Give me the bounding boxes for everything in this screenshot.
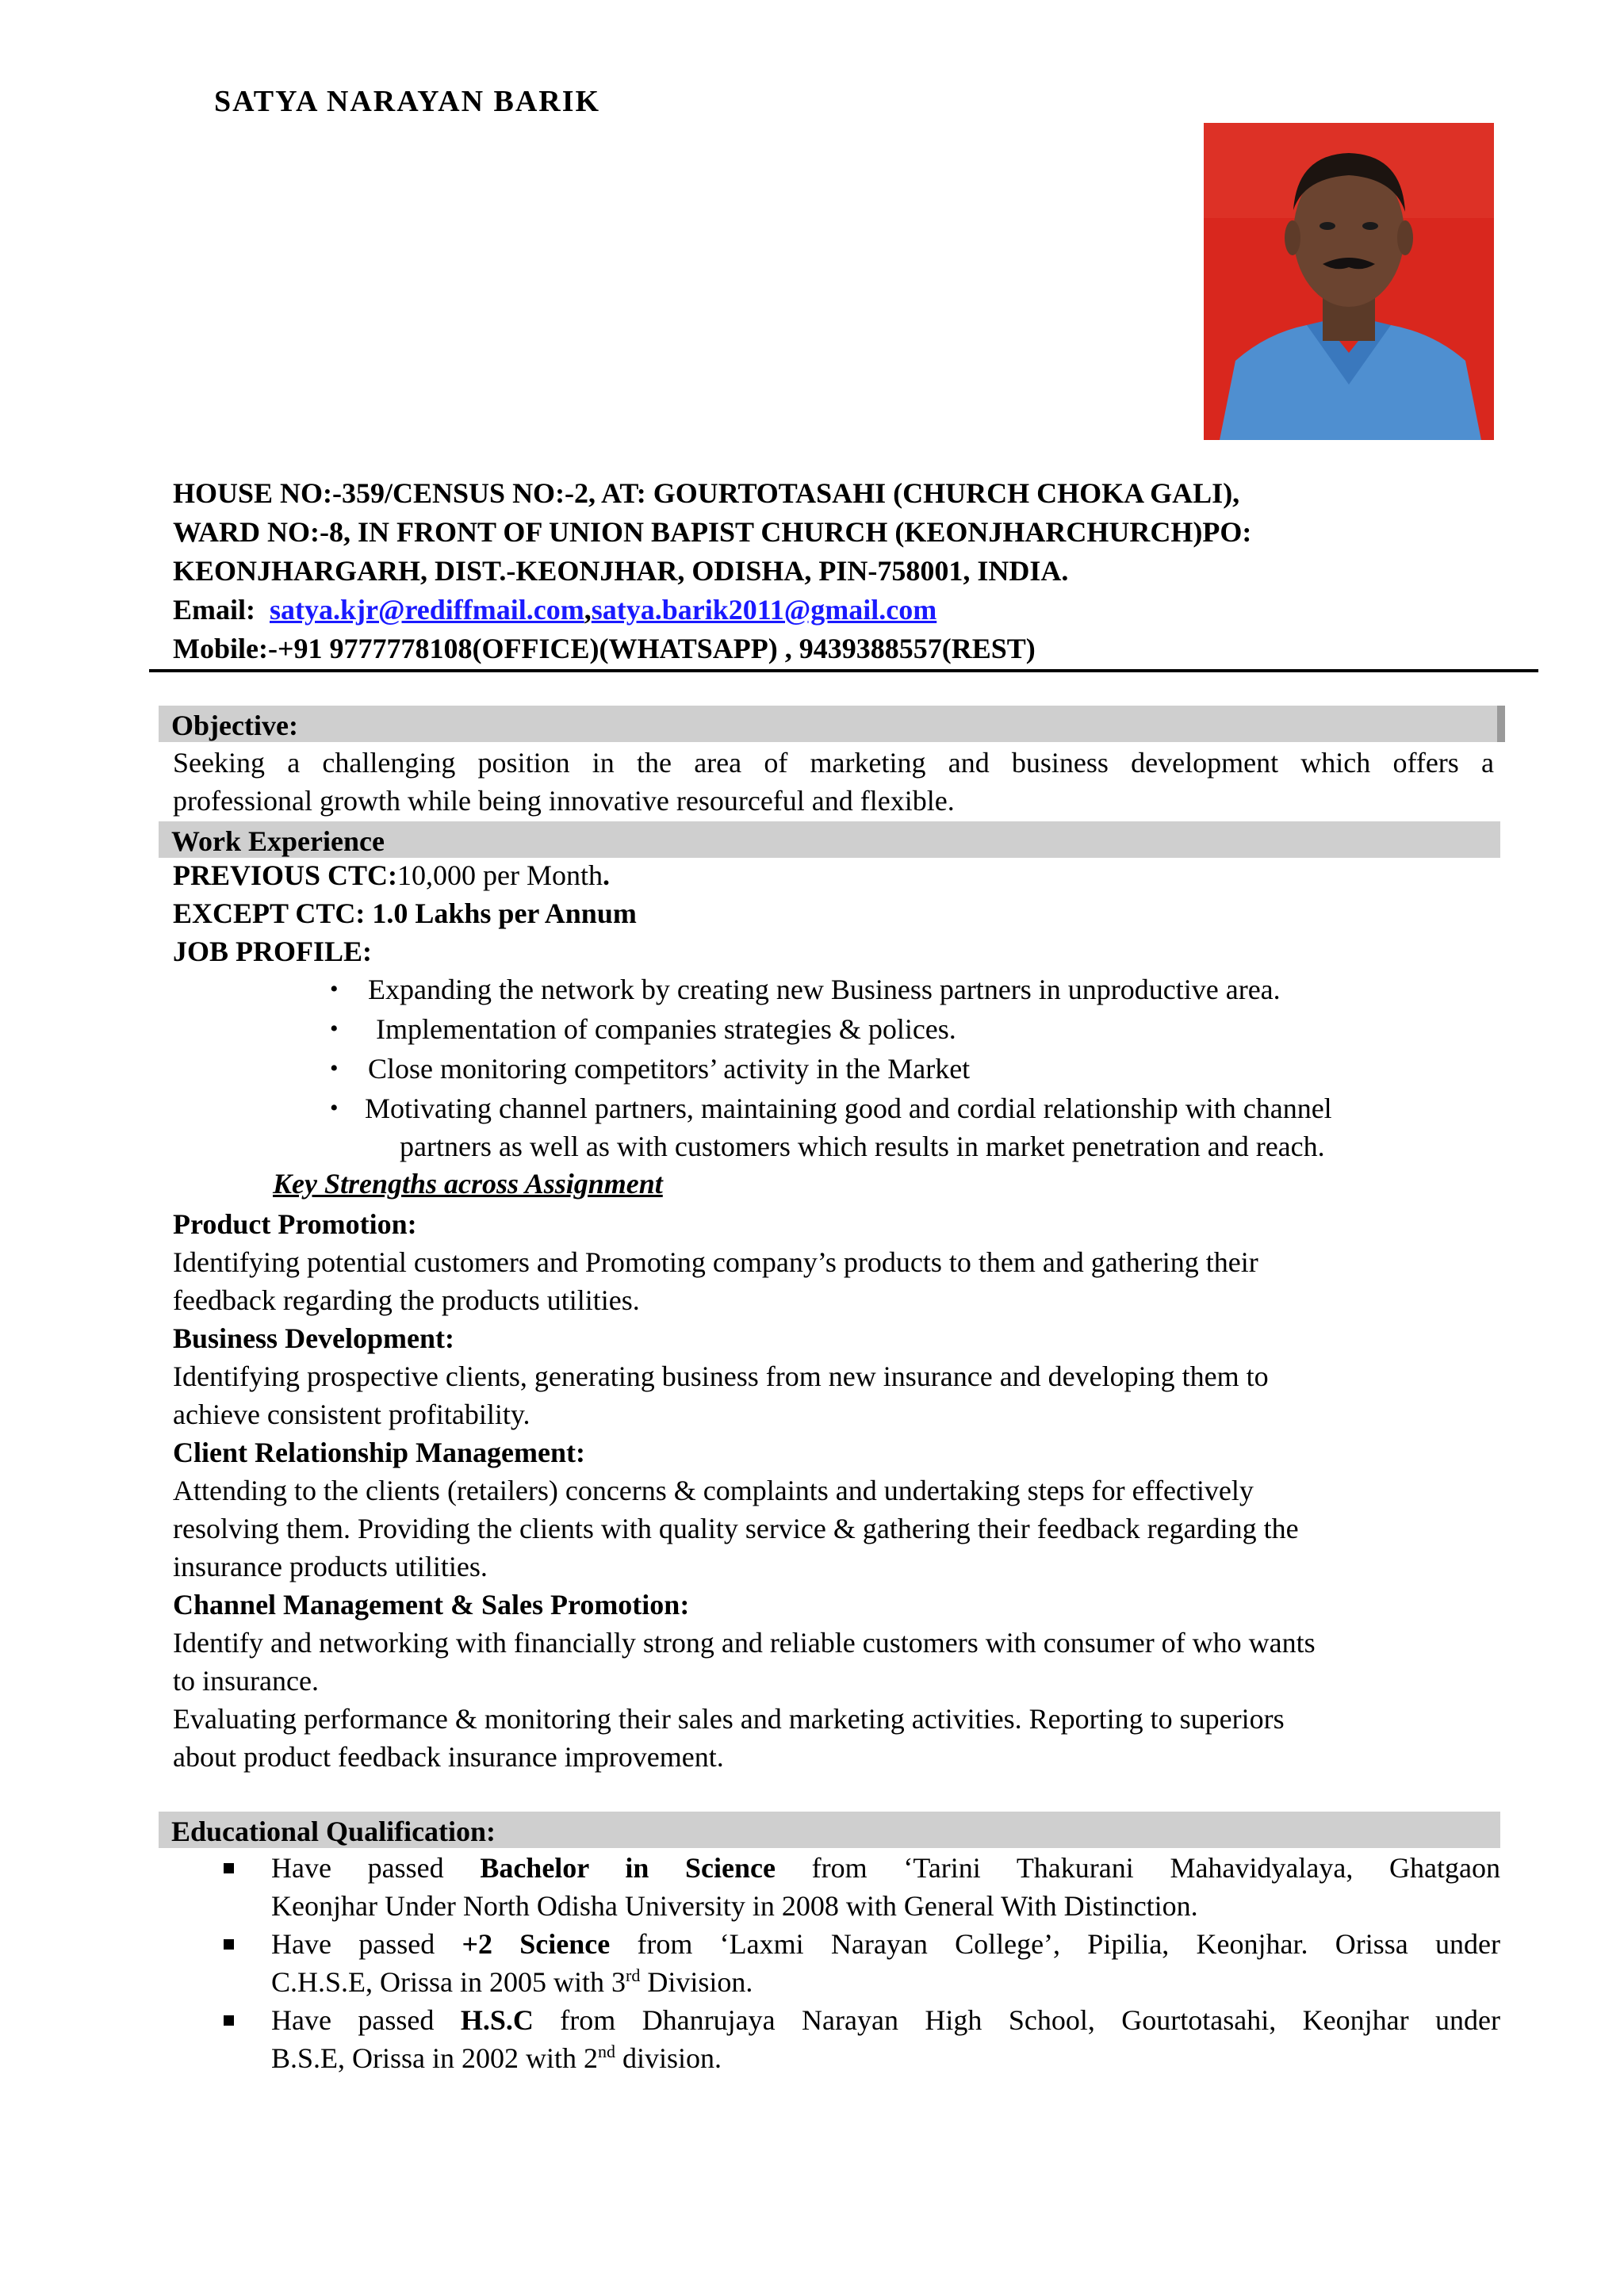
client-relationship-line-2: resolving them. Providing the clients with quality service & gathering their feedback regarding the <box>173 1513 1299 1544</box>
candidate-name: SATYA NARAYAN BARIK <box>214 85 601 118</box>
address-line-2: WARD NO:-8, IN FRONT OF UNION BAPIST CHURCH (KEONJHARCHURCH)PO: <box>173 516 1252 548</box>
job-bullet-text: Expanding the network by creating new Business partners in unproductive area. <box>368 974 1281 1005</box>
objective-line-1: Seeking a challenging position in the area of marketing and business development which offers a <box>173 747 1494 779</box>
objective-line-2: professional growth while being innovative resourceful and flexible. <box>173 785 955 817</box>
job-bullet-1 <box>330 970 1557 1008</box>
education-item-line-2 <box>271 2039 1500 2077</box>
profile-photo <box>1204 123 1494 440</box>
job-bullet-text: Implementation of companies strategies & polices. <box>376 1013 956 1045</box>
previous-ctc-dot: . <box>603 859 611 891</box>
education-item-plus2 <box>224 1925 1502 2004</box>
email-line <box>173 591 1521 629</box>
education-item-line-1 <box>271 2001 1500 2039</box>
band-edge <box>1497 706 1505 742</box>
work-heading: Work Experience <box>171 825 385 857</box>
channel-management-line-4: about product feedback insurance improvement. <box>173 1741 724 1773</box>
bullet-icon: • <box>330 1095 339 1121</box>
previous-ctc-label: PREVIOUS CTC: <box>173 859 398 891</box>
business-development-line-2: achieve consistent profitability. <box>173 1399 530 1430</box>
previous-ctc <box>173 856 610 894</box>
education-text: from ‘Tarini Thakurani Mahavidyalaya, Ghatgaon <box>776 1852 1500 1884</box>
client-relationship-heading: Client Relationship Management: <box>173 1437 585 1468</box>
channel-management-heading: Channel Management & Sales Promotion: <box>173 1589 690 1621</box>
previous-ctc-value: 10,000 per Month <box>397 859 603 891</box>
education-degree: Bachelor in Science <box>480 1852 776 1884</box>
email-separator: , <box>584 594 592 626</box>
client-relationship-line-3: insurance products utilities. <box>173 1551 488 1582</box>
objective-heading-band <box>159 706 1505 742</box>
business-development-heading: Business Development: <box>173 1322 455 1354</box>
education-degree: +2 Science <box>462 1928 611 1960</box>
square-bullet-icon <box>224 1863 234 1873</box>
ordinal-suffix: nd <box>598 2042 616 2061</box>
mobile-line: Mobile:-+91 9777778108(OFFICE)(WHATSAPP) , 9439388557(REST) <box>173 633 1036 664</box>
education-item-bsc <box>224 1849 1502 1928</box>
education-item-line-1 <box>271 1925 1500 1963</box>
job-profile-heading: JOB PROFILE: <box>173 936 373 967</box>
product-promotion-heading: Product Promotion: <box>173 1208 417 1240</box>
header-divider <box>149 669 1538 672</box>
bullet-icon: • <box>330 1016 339 1042</box>
education-heading: Educational Qualification: <box>171 1816 496 1847</box>
key-strengths-heading: Key Strengths across Assignment <box>273 1168 663 1200</box>
education-text: Have passed <box>271 1928 462 1960</box>
education-text: from ‘Laxmi Narayan College’, Pipilia, Keonjhar. Orissa under <box>610 1928 1500 1960</box>
email-link-gmail[interactable]: satya.barik2011@gmail.com <box>591 594 937 626</box>
channel-management-line-1: Identify and networking with financially strong and reliable customers with consumer of who wants <box>173 1627 1316 1659</box>
bullet-icon: • <box>330 976 339 1002</box>
business-development-line-1: Identifying prospective clients, generating business from new insurance and developing them to <box>173 1360 1269 1392</box>
job-bullet-3 <box>330 1050 1557 1088</box>
job-bullet-text: Motivating channel partners, maintaining good and cordial relationship with channel <box>365 1093 1332 1124</box>
education-text: division. <box>615 2042 722 2074</box>
address-line-1: HOUSE NO:-359/CENSUS NO:-2, AT: GOURTOTASAHI (CHURCH CHOKA GALI), <box>173 477 1240 509</box>
product-promotion-line-2: feedback regarding the products utilities. <box>173 1284 640 1316</box>
education-item-line-2: Keonjhar Under North Odisha University in 2008 with General With Distinction. <box>271 1890 1198 1922</box>
education-text: from Dhanrujaya Narayan High School, Gourtotasahi, Keonjhar under <box>533 2004 1501 2036</box>
channel-management-line-3: Evaluating performance & monitoring their sales and marketing activities. Reporting to superiors <box>173 1703 1285 1735</box>
client-relationship-line-1: Attending to the clients (retailers) concerns & complaints and undertaking steps for effectively <box>173 1475 1254 1506</box>
square-bullet-icon <box>224 2015 234 2026</box>
address-line-3: KEONJHARGARH, DIST.-KEONJHAR, ODISHA, PIN-758001, INDIA. <box>173 555 1069 587</box>
contact-block <box>173 474 1521 668</box>
product-promotion-line-1: Identifying potential customers and Promoting company’s products to them and gathering their <box>173 1246 1258 1278</box>
expected-ctc: EXCEPT CTC: 1.0 Lakhs per Annum <box>173 897 637 929</box>
education-item-line-1 <box>271 1849 1500 1887</box>
education-text: Have passed <box>271 1852 481 1884</box>
education-text: Division. <box>640 1966 753 1998</box>
education-text: C.H.S.E, Orissa in 2005 with 3 <box>271 1966 626 1998</box>
job-bullet-4 <box>330 1089 1475 1127</box>
bullet-icon: • <box>330 1055 339 1081</box>
email-link-rediff[interactable]: satya.kjr@rediffmail.com <box>270 594 584 626</box>
education-item-line-2 <box>271 1963 1500 2001</box>
education-heading-band <box>159 1812 1500 1848</box>
education-degree: H.S.C <box>460 2004 534 2036</box>
job-bullet-text: Close monitoring competitors’ activity in the Market <box>368 1053 971 1085</box>
channel-management-line-2: to insurance. <box>173 1665 319 1697</box>
ordinal-suffix: rd <box>626 1965 641 1985</box>
objective-heading: Objective: <box>171 710 298 741</box>
email-label: Email: <box>173 594 255 626</box>
education-item-hsc <box>224 2001 1502 2080</box>
education-text: Have passed <box>271 2004 461 2036</box>
work-heading-band <box>159 821 1500 858</box>
square-bullet-icon <box>224 1939 234 1950</box>
job-bullet-4-cont: partners as well as with customers which results in market penetration and reach. <box>400 1131 1325 1162</box>
education-text: B.S.E, Orissa in 2002 with 2 <box>271 2042 599 2074</box>
job-bullet-2 <box>330 1010 1565 1048</box>
